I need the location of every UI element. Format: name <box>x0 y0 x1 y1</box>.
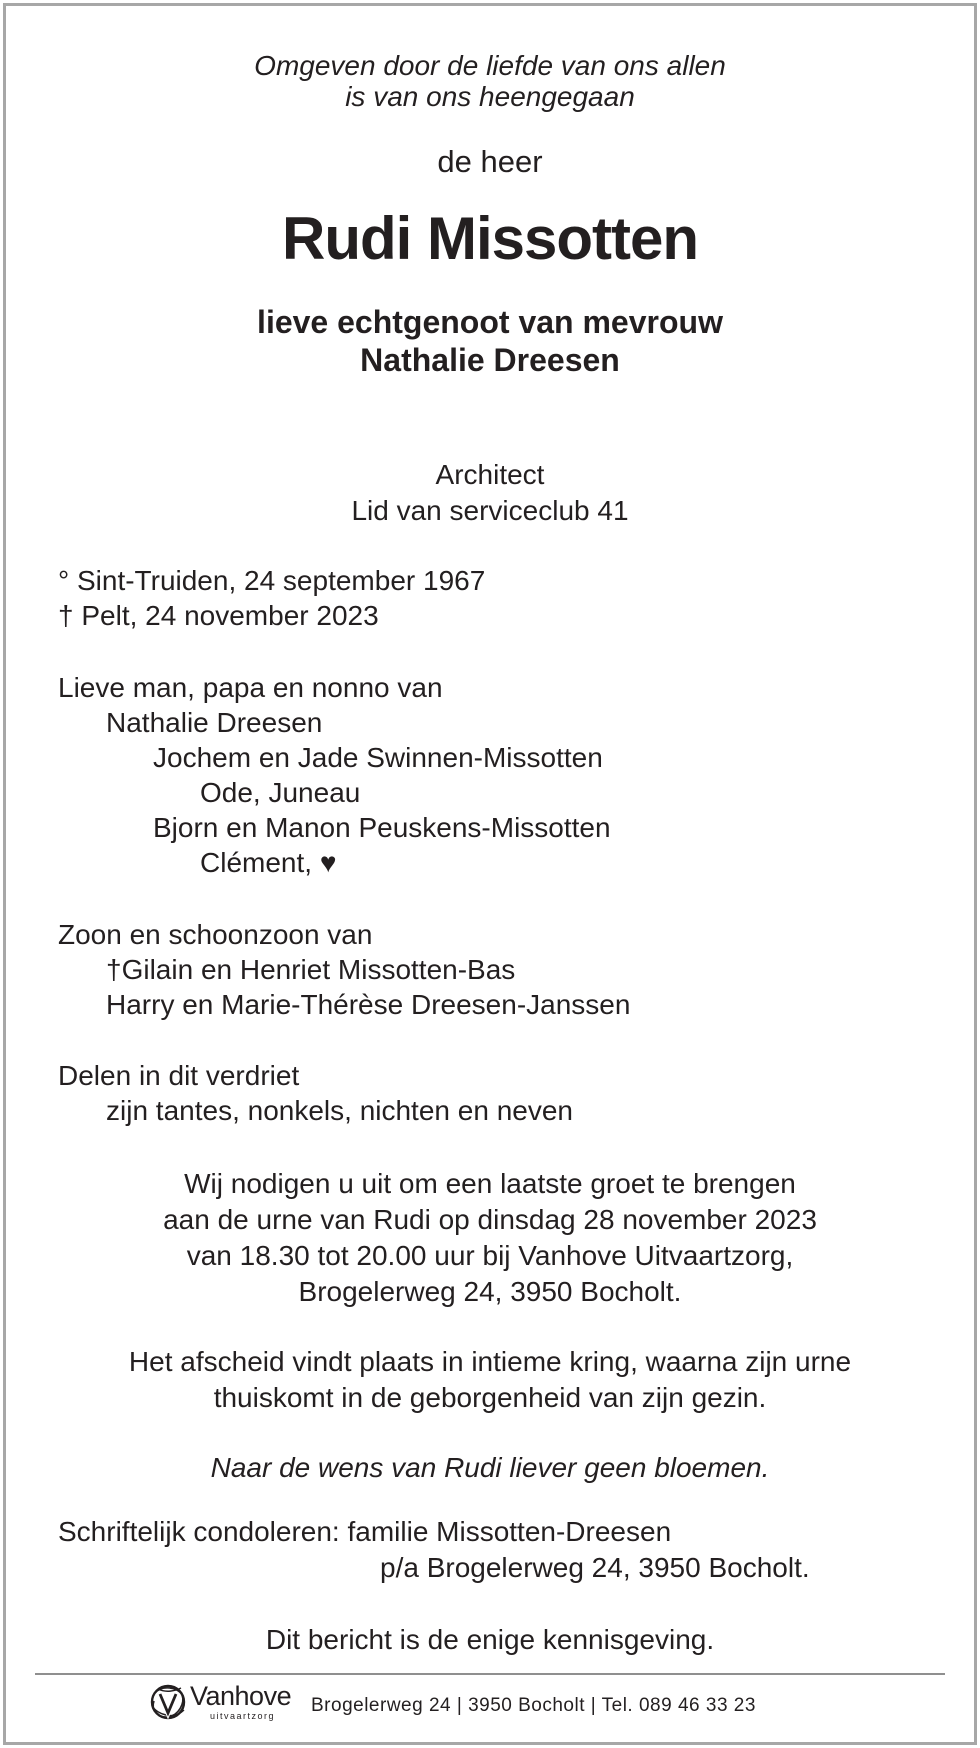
share-line: zijn tantes, nonkels, nichten en neven <box>106 1095 573 1126</box>
condolence-line-1: Schriftelijk condoleren: familie Missotten-Dreesen <box>58 1516 672 1547</box>
family-member: Ode, Juneau <box>200 777 361 808</box>
farewell-line: thuiskomt in de geborgenheid van zijn gezin. <box>213 1382 767 1413</box>
spouse-line-1: lieve echtgenoot van mevrouw <box>257 304 723 340</box>
family-member: Jochem en Jade Swinnen-Missotten <box>153 742 603 773</box>
invitation-line: van 18.30 tot 20.00 uur bij Vanhove Uitvaartzorg, <box>186 1240 794 1271</box>
footer-contact: Brogelerweg 24 | 3950 Bocholt | Tel. 089 46 33 23 <box>311 1695 756 1716</box>
footer-divider <box>35 1673 945 1675</box>
flowers-note: Naar de wens van Rudi liever geen bloemen. <box>210 1452 770 1483</box>
parents-heading: Zoon en schoonzoon van <box>58 919 373 950</box>
birth-line: ° Sint-Truiden, 24 september 1967 <box>58 565 486 596</box>
family-heading: Lieve man, papa en nonno van <box>58 672 443 703</box>
salutation: de heer <box>437 144 543 179</box>
deceased-name: Rudi Missotten <box>282 205 698 272</box>
share-heading: Delen in dit verdriet <box>58 1060 300 1091</box>
parent-couple: Harry en Marie-Thérèse Dreesen-Janssen <box>106 989 631 1020</box>
family-member: Bjorn en Manon Peuskens-Missotten <box>153 812 611 843</box>
invitation-line: Wij nodigen u uit om een laatste groet te brengen <box>184 1168 796 1199</box>
scribble-v-icon <box>148 1681 188 1723</box>
vanhove-logo <box>148 1680 300 1724</box>
invitation-line: aan de urne van Rudi op dinsdag 28 november 2023 <box>163 1204 817 1235</box>
invitation-line: Brogelerweg 24, 3950 Bocholt. <box>298 1276 682 1307</box>
spouse-line-2: Nathalie Dreesen <box>360 342 620 378</box>
parent-couple: †Gilain en Henriet Missotten-Bas <box>106 954 516 985</box>
family-member: Nathalie Dreesen <box>106 707 323 738</box>
family-member: Clément, ♥ <box>200 847 337 878</box>
intro-line-1: Omgeven door de liefde van ons allen <box>254 50 726 81</box>
closing-notice: Dit bericht is de enige kennisgeving. <box>265 1624 715 1655</box>
intro-line-2: is van ons heengegaan <box>345 81 635 112</box>
logo-tagline: uitvaartzorg <box>210 1711 276 1721</box>
death-line: † Pelt, 24 november 2023 <box>58 600 379 631</box>
farewell-line: Het afscheid vindt plaats in intieme kring, waarna zijn urne <box>128 1346 852 1377</box>
club-membership: Lid van serviceclub 41 <box>351 495 629 526</box>
condolence-line-2: p/a Brogelerweg 24, 3950 Bocholt. <box>380 1552 810 1583</box>
logo-name: Vanhove <box>190 1681 292 1711</box>
profession: Architect <box>435 459 545 490</box>
